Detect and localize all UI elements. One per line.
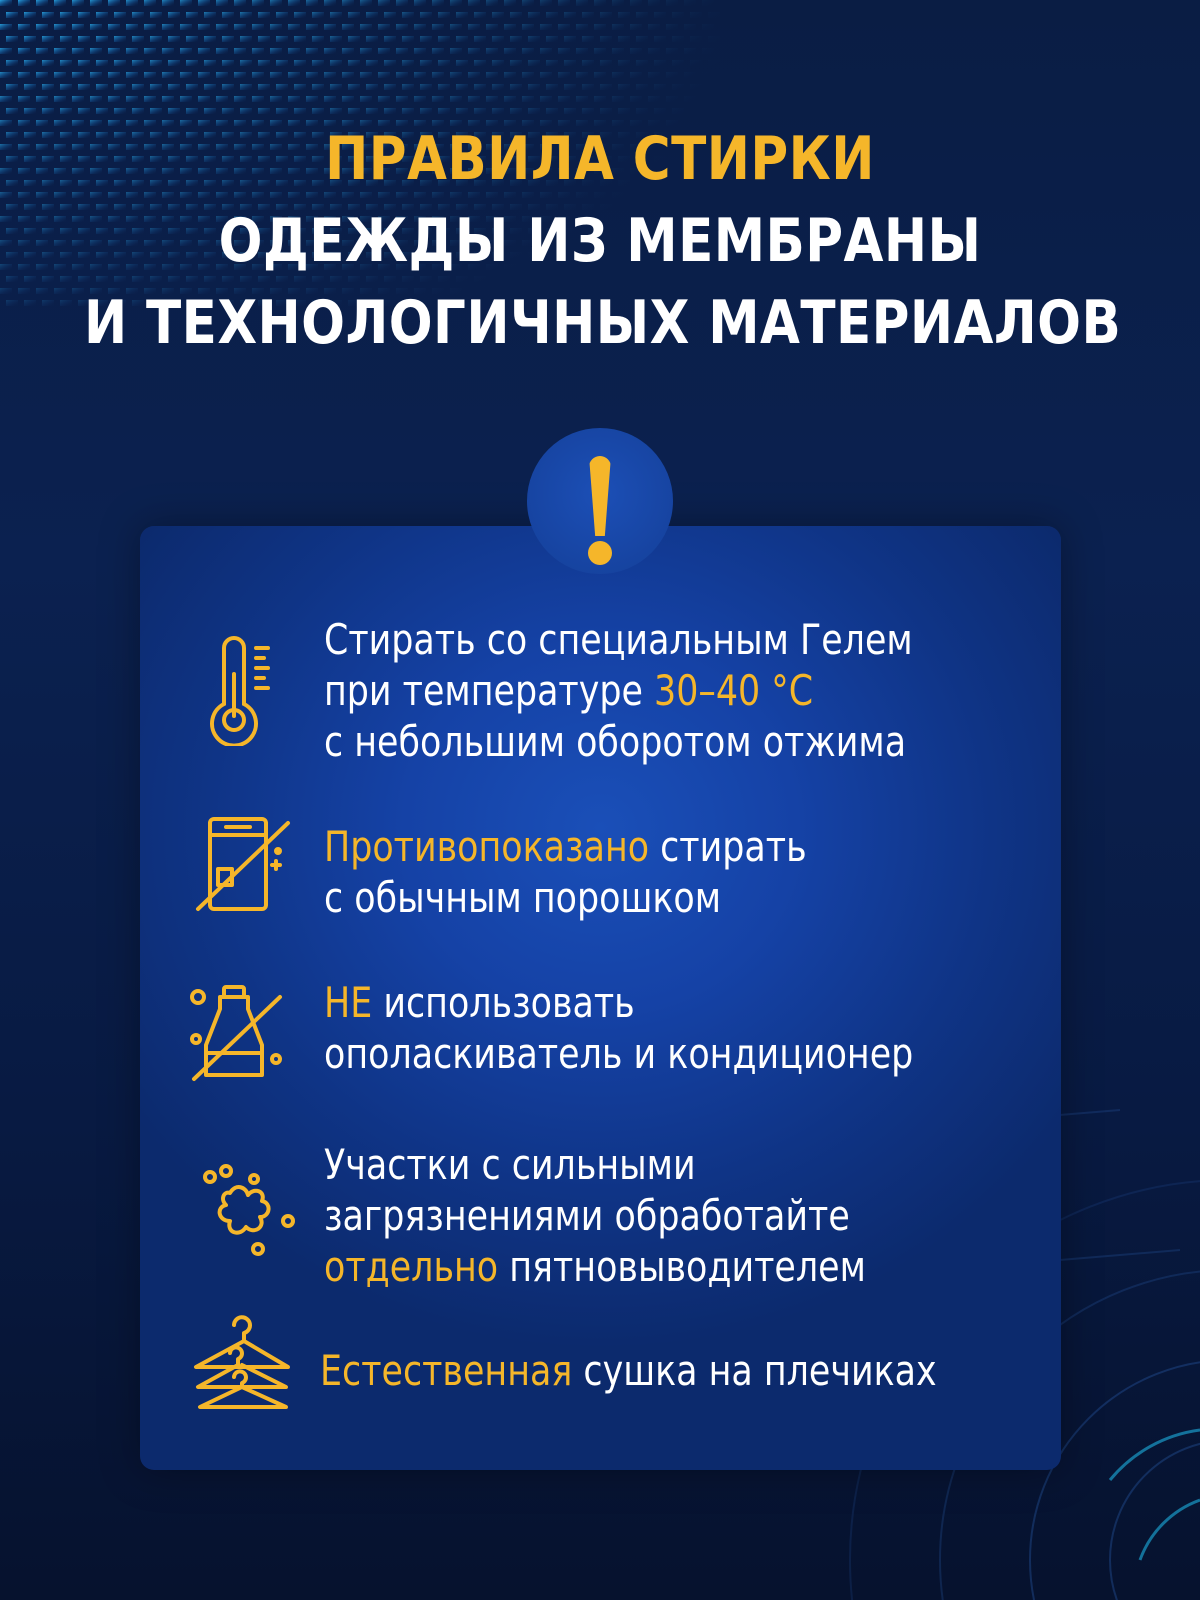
page-title [84, 118, 1122, 364]
rule-4-line-2: загрязнениями обработайте [324, 1191, 850, 1240]
rule-4-line-3: отдельно пятновыводителем [324, 1242, 866, 1291]
no-softener-icon [186, 983, 296, 1083]
title-line-1: ПРАВИЛА СТИРКИ [325, 124, 875, 194]
thermometer-icon [200, 634, 280, 746]
title-line-3: И ТЕХНОЛОГИЧНЫХ МАТЕРИАЛОВ [84, 288, 1122, 358]
stain-icon [196, 1163, 300, 1259]
rule-4-line-1: Участки с сильными [324, 1140, 696, 1189]
rule-3-line-1: НЕ использовать [324, 978, 635, 1027]
rule-5-line-1: Естественная сушка на плечиках [320, 1346, 937, 1395]
rule-1-line-2: при температуре 30–40 °C [324, 666, 814, 715]
no-powder-icon [192, 813, 296, 917]
rule-2-line-1: Противопоказано стирать [324, 822, 807, 871]
rule-2-line-2: с обычным порошком [324, 873, 722, 922]
rule-1-line-1: Стирать со специальным Гелем [324, 615, 913, 664]
temperature-value: 30–40 °C [654, 666, 814, 715]
rule-3-line-2: ополаскиватель и кондиционер [324, 1029, 914, 1078]
hanger-icon [190, 1311, 294, 1411]
rule-1-line-3: с небольшим оборотом отжима [324, 717, 907, 766]
title-line-2: ОДЕЖДЫ ИЗ МЕМБРАНЫ [218, 206, 982, 276]
